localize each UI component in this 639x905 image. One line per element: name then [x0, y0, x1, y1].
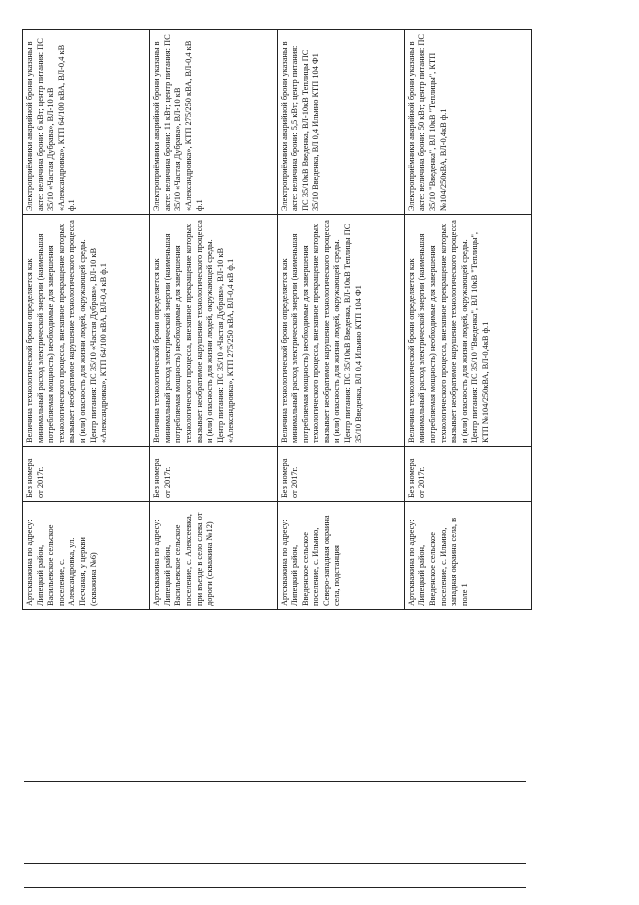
act-number-cell: Без номера от 2017г.: [23, 447, 150, 502]
table-row: [23, 30, 150, 610]
object-cell: Артскважина по адресу: Липецкий район, Васильевское сельское поселение, с. Александровка, ул. Песчаная, у церкви (скважина №6): [23, 502, 150, 610]
object-cell: Артскважина по адресу: Липецкий район, Введенское сельское поселение, с. Ильино, Северо-западная окраина села, подстанция: [277, 502, 404, 610]
table-row: [277, 30, 404, 610]
horizontal-rule: [24, 781, 526, 782]
table-row: [150, 30, 277, 610]
object-cell: Артскважина по адресу: Липецкий район, Введенское сельское поселение, с. Ильино, западная окраина села, в поле 1: [404, 502, 531, 610]
act-cell: Электроприёмники аварийной брони указаны в акте: величина брони: 50 кВт; центр питания: ПС 35/10 "Введенка", ВЛ 10кВ "Теплицы", КТП №104/250кВА, ВЛ-0,4кВ ф.1: [404, 30, 531, 215]
act-number-cell: Без номера от 2017г.: [277, 447, 404, 502]
description-cell: Величина технологической брони определяется как минимальный расход электрической энергии (наименьшая потребляемая мощность) необходимые для завершения технологического процесса, внезапное прекращение которых вызывает необратимое нарушение технологического процесса и (или) опасность для жизни людей, окружающей среды. Центр питания: ПС 35/10 "Введенка", ВЛ 10кВ "Теплицы", КТП №104/250кВА, ВЛ-0,4кВ ф.1: [404, 215, 531, 447]
description-cell: Величина технологической брони определяется как минимальный расход электрической энергии (наименьшая потребляемая мощность) необходимые для завершения технологического процесса, внезапное прекращение которых вызывает необратимое нарушение технологического процесса и (или) опасность для жизни людей, окружающей среды. Центр питания: ПС 35/10 «Частая Дубрава», ВЛ-10 кВ «Александровка», КТП 64/100 кВА, ВЛ-0,4 кВ ф.1: [23, 215, 150, 447]
object-cell: Артскважина по адресу: Липецкий район, Васильевское сельское поселение, с. Алексеевка, при въезде в село слева от дороги (скважина №12): [150, 502, 277, 610]
rotated-table-container: [22, 30, 532, 610]
horizontal-rule: [24, 887, 526, 888]
table-row: [404, 30, 531, 610]
description-cell: Величина технологической брони определяется как минимальный расход электрической энергии (наименьшая потребляемая мощность) необходимые для завершения технологического процесса, внезапное прекращение которых вызывает необратимое нарушение технологического процесса и (или) опасность для жизни людей, окружающей среды. Центр питания: ПС 35/10кВ Введенка, ВЛ-10кВ Теплицы ПС 35/10 Введенка, ВЛ 0,4 Ильино КТП 104 Ф1: [277, 215, 404, 447]
act-cell: Электроприёмники аварийной брони указаны в акте: величина брони: 6 кВт; центр питания: ПС 35/10 «Частая Дубрава», ВЛ-10 кВ «Александровка», КТП 64/100 кВА, ВЛ-0,4 кВ ф.1: [23, 30, 150, 215]
act-cell: Электроприёмники аварийной брони указаны в акте: величина брони: 11 кВт; центр питания: ПС 35/10 «Частая Дубрава», ВЛ-10 кВ «Александровка», КТП 275/250 кВА, ВЛ-0,4 кВ ф.1: [150, 30, 277, 215]
description-cell: Величина технологической брони определяется как минимальный расход электрической энергии (наименьшая потребляемая мощность) необходимые для завершения технологического процесса, внезапное прекращение которых вызывает необратимое нарушение технологического процесса и (или) опасность для жизни людей, окружающей среды. Центр питания: ПС 35/10 «Частая Дубрава», ВЛ-10 кВ «Александровка», КТП 275/250 кВА, ВЛ-0,4 кВ ф.1: [150, 215, 277, 447]
emergency-reserve-table: [22, 29, 532, 610]
act-number-cell: Без номера от 2017г.: [404, 447, 531, 502]
act-cell: Электроприёмники аварийной брони указаны в акте: величина брони: 5,5 кВт; центр питания: ПС 35/10кВ Введенка, ВЛ-10кВ Теплицы ПС 35/10 Введенка, ВЛ 0,4 Ильино КТП 104 Ф1: [277, 30, 404, 215]
act-number-cell: Без номера от 2017г.: [150, 447, 277, 502]
horizontal-rule: [24, 863, 526, 864]
